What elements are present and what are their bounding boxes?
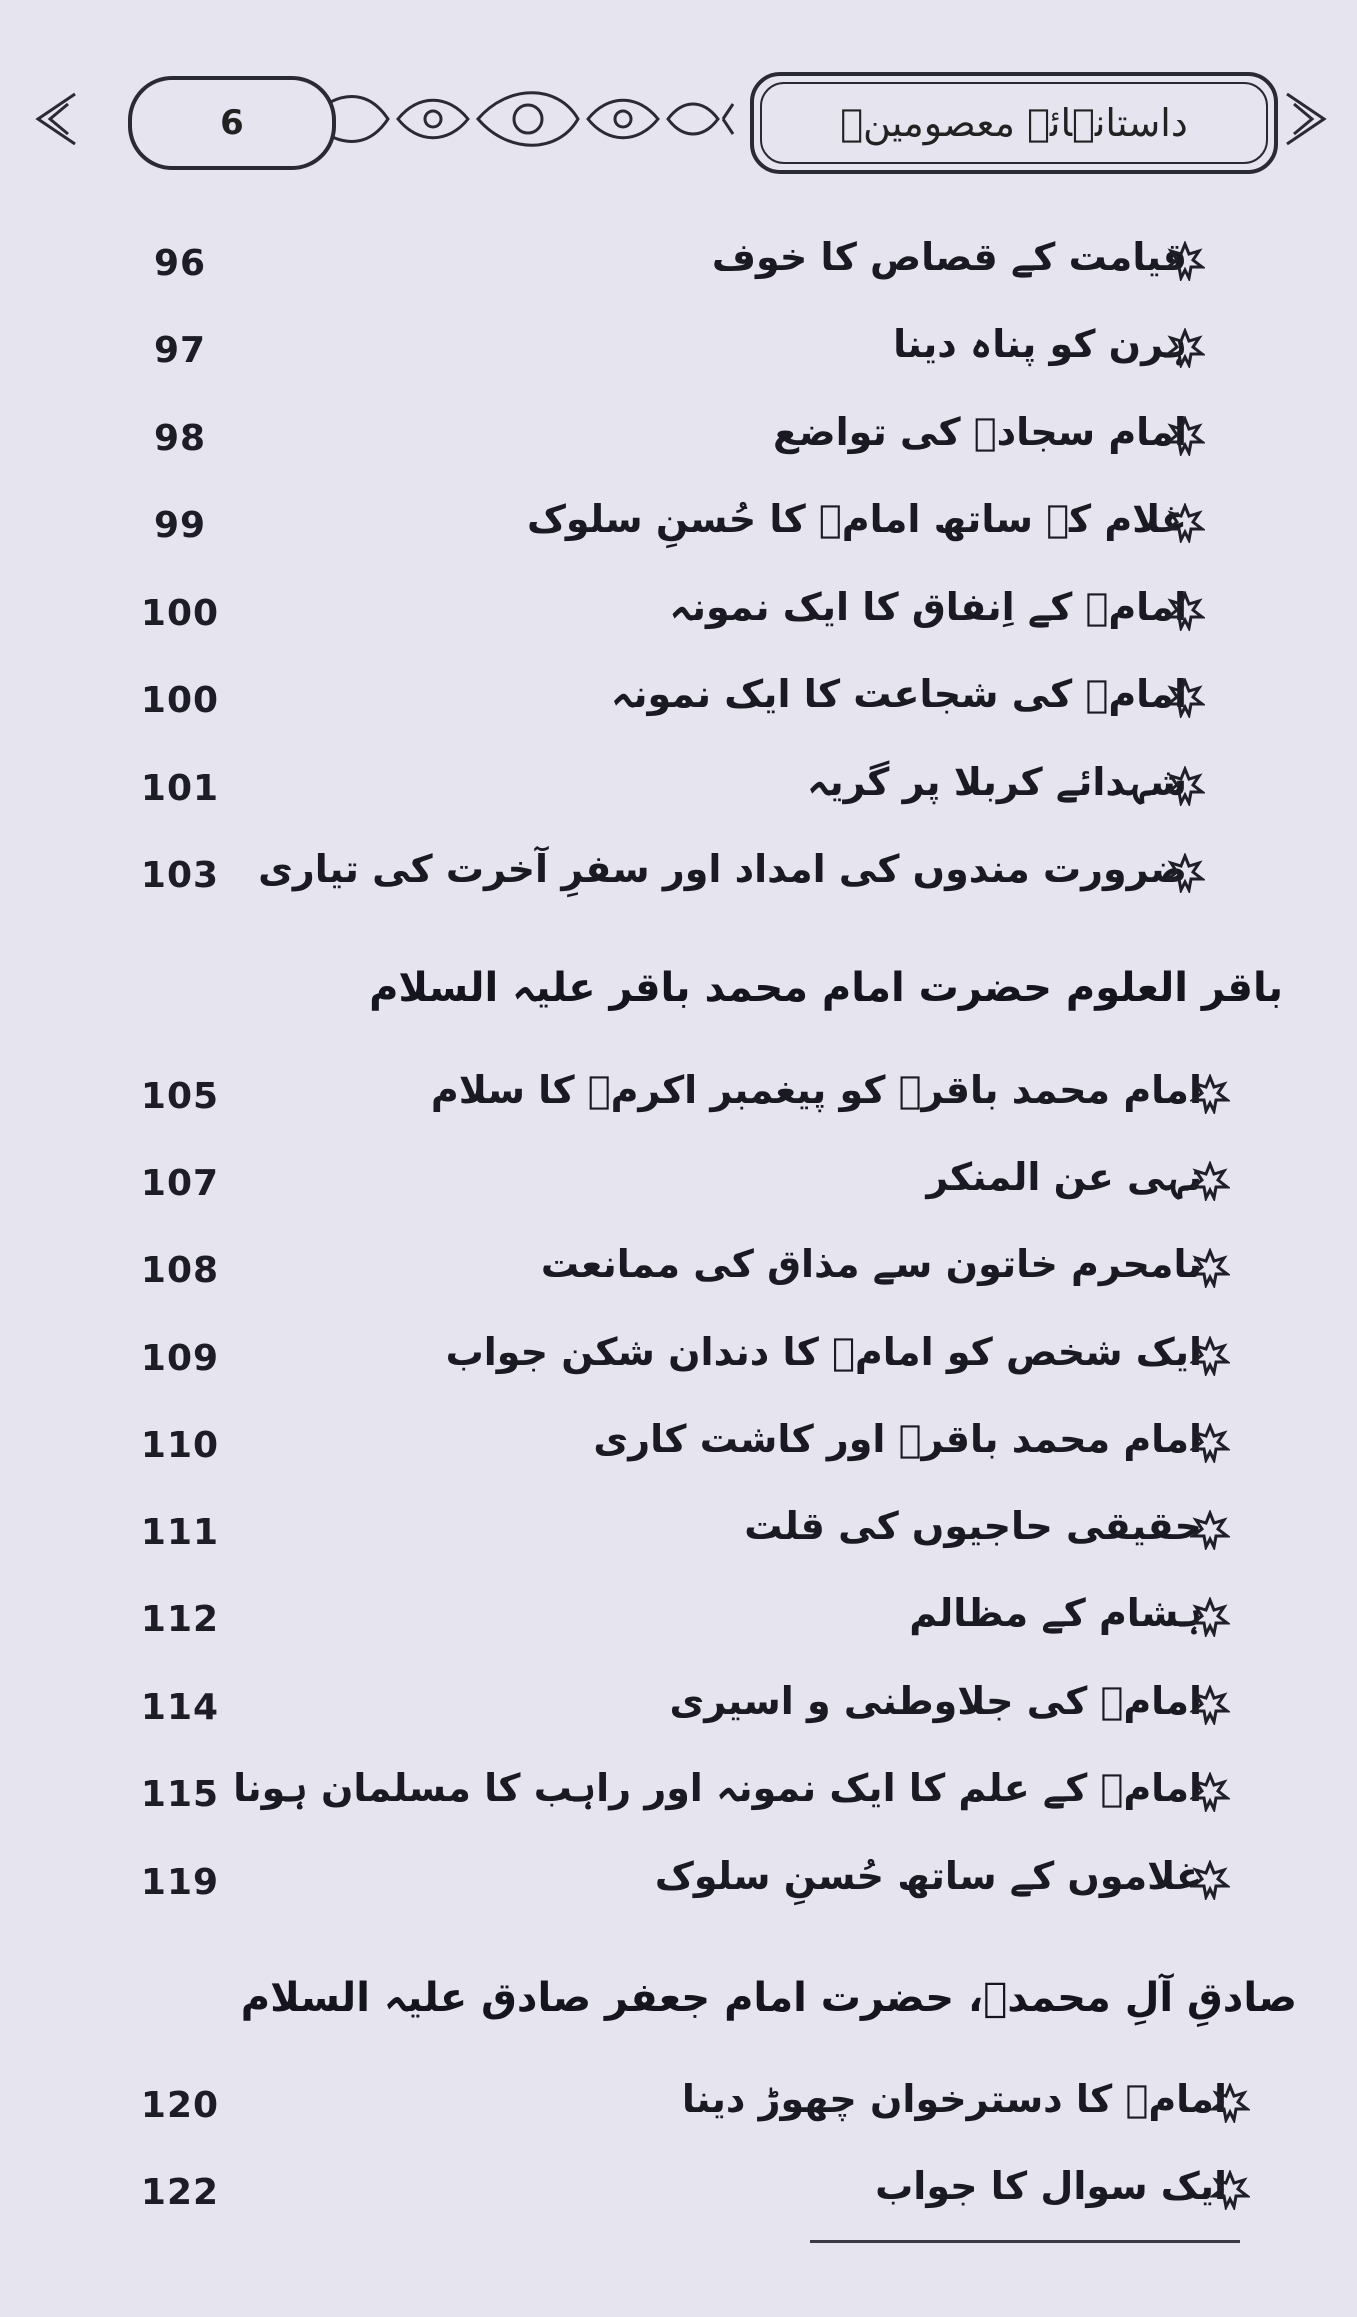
entry-title: امام محمد باقرؑ کو پیغمبر اکرمؐ کا سلام	[430, 1068, 1202, 1112]
entry-title: امامؑ کے اِنفاق کا ایک نمونہ	[669, 585, 1187, 629]
section-heading: باقر العلوم حضرت امام محمد باقر علیہ السلام	[369, 965, 1283, 1011]
toc-entry	[0, 672, 1357, 742]
toc-entry	[0, 1854, 1357, 1924]
page-ref: 120	[140, 2085, 220, 2126]
entry-title: شہدائے کربلا پر گریہ	[807, 760, 1187, 804]
star-bullet-icon	[1165, 591, 1205, 631]
entry-title: امام محمد باقرؑ اور کاشت کاری	[593, 1417, 1202, 1461]
toc-entry	[0, 1417, 1357, 1487]
entry-title: ایک سوال کا جواب	[875, 2164, 1227, 2208]
page-ref: 107	[140, 1163, 220, 1204]
entry-title: ہشام کے مظالم	[909, 1591, 1202, 1635]
entry-title: امام سجادؑ کی تواضع	[772, 410, 1187, 454]
entry-title: امامؑ کا دسترخوان چھوڑ دینا	[681, 2077, 1227, 2121]
star-bullet-icon	[1165, 241, 1205, 281]
entry-title: ہرن کو پناہ دینا	[893, 322, 1187, 366]
star-bullet-icon	[1190, 1860, 1230, 1900]
entry-title: ایک شخص کو امامؑ کا دندان شکن جواب	[445, 1330, 1202, 1374]
star-bullet-icon	[1165, 416, 1205, 456]
page-ref: 101	[140, 768, 220, 809]
entry-title: ضرورت مندوں کی امداد اور سفرِ آخرت کی تیاری	[258, 847, 1187, 891]
page-ref: 96	[153, 243, 207, 284]
toc-entry	[0, 1155, 1357, 1225]
star-bullet-icon	[1165, 766, 1205, 806]
toc-entry	[0, 410, 1357, 480]
star-bullet-icon	[1165, 503, 1205, 543]
page-ref: 114	[140, 1687, 220, 1728]
entry-title: حقیقی حاجیوں کی قلت	[744, 1504, 1202, 1548]
book-title: داستانہائے معصومینؑ	[840, 101, 1188, 145]
toc-entry	[0, 847, 1357, 917]
section-heading: صادقِ آلِ محمدؐ، حضرت امام جعفر صادق علیہ السلام	[240, 1975, 1297, 2021]
page-ref: 97	[153, 330, 207, 371]
entry-title: غلاموں کے ساتھ حُسنِ سلوک	[654, 1854, 1202, 1898]
toc-entry	[0, 1504, 1357, 1574]
toc-entry	[0, 2077, 1357, 2147]
page-ref: 115	[140, 1774, 220, 1815]
toc-entry	[0, 497, 1357, 567]
star-bullet-icon	[1210, 2083, 1250, 2123]
toc-entry	[0, 322, 1357, 392]
star-bullet-icon	[1190, 1597, 1230, 1637]
toc-entry	[0, 1766, 1357, 1836]
star-bullet-icon	[1165, 853, 1205, 893]
toc-entry	[0, 2164, 1357, 2234]
toc-entry	[0, 1330, 1357, 1400]
star-bullet-icon	[1210, 2170, 1250, 2210]
toc-entry	[0, 1679, 1357, 1749]
entry-title: امامؑ کی شجاعت کا ایک نمونہ	[610, 672, 1187, 716]
toc-entry	[0, 1068, 1357, 1138]
star-bullet-icon	[1190, 1423, 1230, 1463]
page-ref: 105	[140, 1076, 220, 1117]
star-bullet-icon	[1190, 1248, 1230, 1288]
entry-title: نہی عن المنکر	[926, 1155, 1202, 1199]
toc-entry	[0, 760, 1357, 830]
star-bullet-icon	[1190, 1510, 1230, 1550]
star-bullet-icon	[1190, 1074, 1230, 1114]
page-ref: 103	[140, 855, 220, 896]
page-ref: 111	[140, 1512, 220, 1553]
entry-title: امامؑ کی جلاوطنی و اسیری	[669, 1679, 1202, 1723]
star-bullet-icon	[1190, 1161, 1230, 1201]
page-ref: 99	[153, 505, 207, 546]
star-bullet-icon	[1165, 328, 1205, 368]
page-ref: 109	[140, 1338, 220, 1379]
star-bullet-icon	[1190, 1685, 1230, 1725]
entry-title: غلام کے ساتھ امامؑ کا حُسنِ سلوک	[527, 497, 1187, 541]
entry-title: نامحرم خاتون سے مذاق کی ممانعت	[540, 1242, 1202, 1286]
page-ref: 108	[140, 1250, 220, 1291]
star-bullet-icon	[1190, 1336, 1230, 1376]
toc-entry	[0, 1591, 1357, 1661]
toc-entry	[0, 235, 1357, 305]
footer-rule	[810, 2240, 1240, 2243]
page-ref: 119	[140, 1862, 220, 1903]
page-ref: 122	[140, 2172, 220, 2213]
star-bullet-icon	[1165, 678, 1205, 718]
page-ref: 100	[140, 593, 220, 634]
toc-entry	[0, 585, 1357, 655]
page-ref: 98	[153, 418, 207, 459]
star-bullet-icon	[1190, 1772, 1230, 1812]
entry-title: قیامت کے قصاص کا خوف	[711, 235, 1187, 279]
page-ref: 112	[140, 1599, 220, 1640]
toc-entry	[0, 1242, 1357, 1312]
page-ref: 100	[140, 680, 220, 721]
entry-title: امامؑ کے علم کا ایک نمونہ اور راہب کا مسلمان ہونا	[233, 1766, 1202, 1810]
page-number: 6	[220, 103, 244, 143]
page-ref: 110	[140, 1425, 220, 1466]
